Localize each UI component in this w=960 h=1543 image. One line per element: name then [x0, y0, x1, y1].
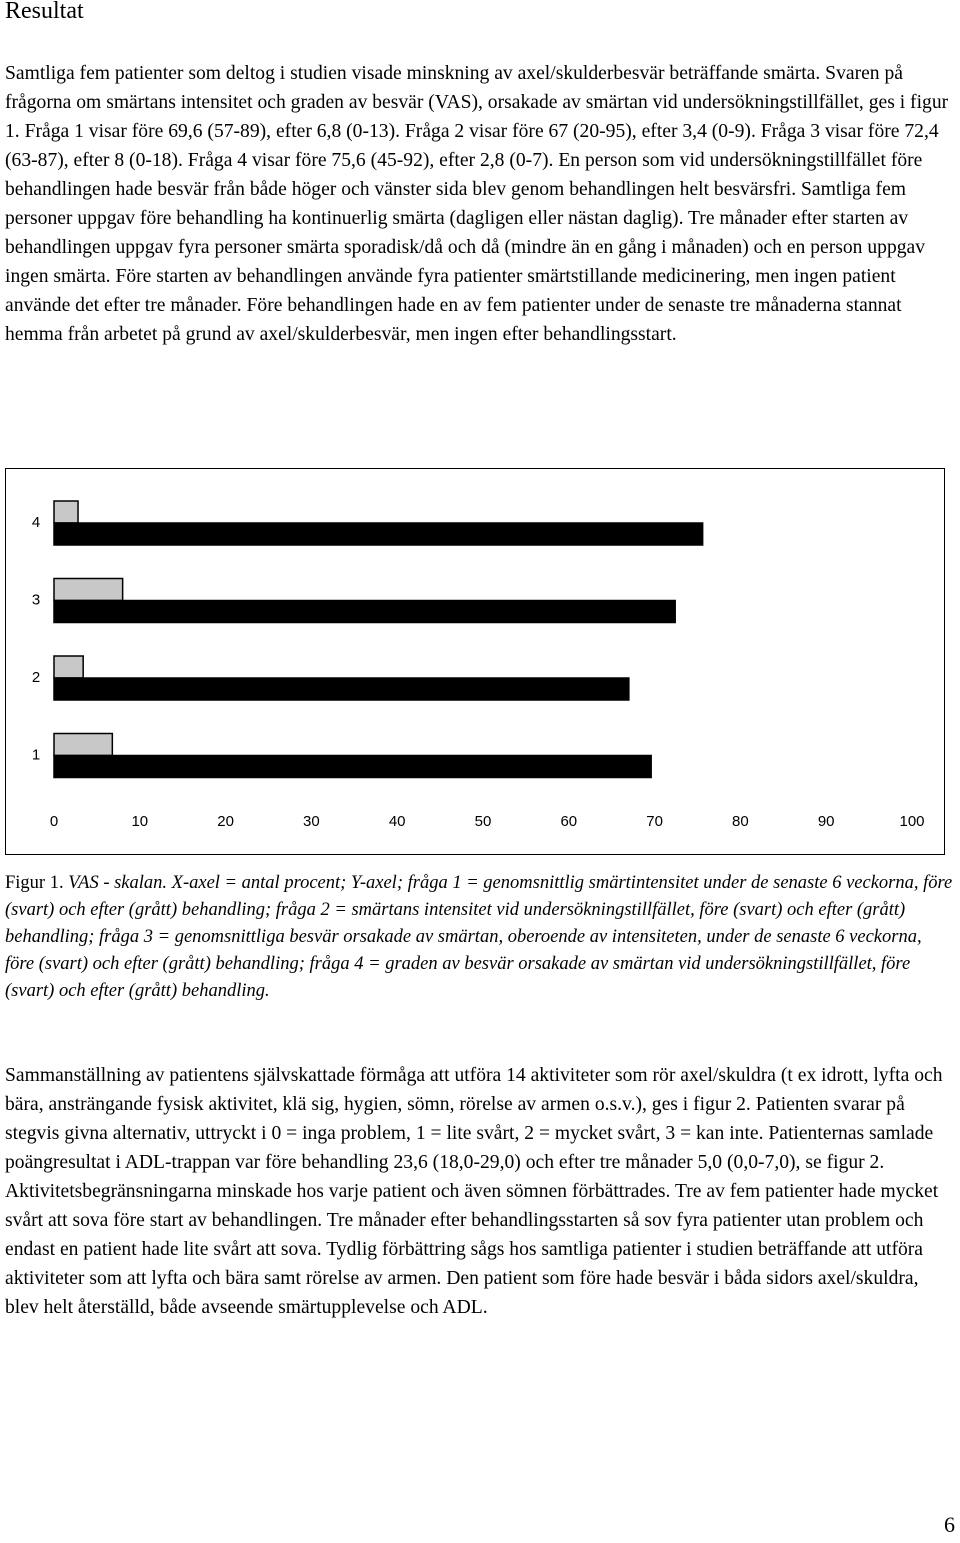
x-tick-label: 60 — [560, 813, 578, 830]
bar-before-q4 — [54, 523, 703, 545]
bar-before-q1 — [54, 756, 651, 778]
section-heading: Resultat — [5, 0, 84, 24]
x-tick-label: 70 — [646, 813, 663, 830]
x-tick-label: 100 — [899, 813, 925, 830]
figure-label: Figur 1. — [5, 873, 69, 893]
y-tick-label: 3 — [31, 591, 41, 609]
x-tick-label: 90 — [817, 813, 835, 830]
x-tick-label: 30 — [303, 813, 320, 830]
bar-after-q2 — [54, 656, 83, 678]
x-tick-label: 20 — [217, 813, 234, 830]
x-tick-label: 80 — [732, 813, 749, 830]
figure-caption — [5, 870, 955, 1005]
vas-bar-chart — [6, 469, 946, 856]
bar-after-q3 — [54, 579, 123, 601]
y-tick-label: 1 — [31, 746, 41, 764]
bar-after-q4 — [54, 501, 78, 523]
results-paragraph: Samtliga fem patienter som deltog i studien visade minskning av axel/skulderbesvär beträffande smärta. Svaren på frågorna om smärtans intensitet och graden av besvär (VAS), orsakade av smärtan vid undersökningstillfället, ges i figur 1. Fråga 1 visar före 69,6 (57-89), efter 6,8 (0-13). Fråga 2 visar före 67 (20-95), efter 3,4 (0-9). Fråga 3 visar före 72,4 (63-87), efter 8 (0-18). Fråga 4 visar före 75,6 (45-92), efter 2,8 (0-7). En person som vid undersökningstillfället före behandlingen hade besvär från både höger och vänster sida blev genom behandlingen helt besvärsfri. Samtliga fem personer uppgav före behandling ha kontinuerlig smärta (dagligen eller nästan daglig). Tre månader efter starten av behandlingen uppgav fyra personer smärta sporadisk/då och då (mindre än en gång i månaden) och en person uppgav ingen smärta. Före starten av behandlingen använde fyra patienter smärtstillande medicinering, men ingen patient använde det efter tre månader. Före behandlingen hade en av fem patienter under de senaste tre månaderna stannat hemma från arbetet på grund av axel/skulderbesvär, men ingen efter behandlingsstart. — [5, 63, 949, 345]
y-tick-label: 2 — [31, 669, 41, 686]
x-tick-label: 50 — [474, 813, 492, 830]
vas-chart-frame — [5, 468, 945, 855]
bar-before-q2 — [54, 678, 629, 700]
bar-after-q1 — [54, 734, 112, 756]
x-tick-label: 0 — [49, 813, 59, 830]
page-number: 6 — [944, 1512, 955, 1537]
adl-paragraph: Sammanställning av patientens självskattade förmåga att utföra 14 aktiviteter som rör axel/skuldra (t ex idrott, lyfta och bära, ansträngande fysisk aktivitet, klä sig, hygien, sömn, rörelse av armen o.s.v.), ges i figur 2. Patienten svarar på stegvis givna alternativ, uttryckt i 0 = inga problem, 1 = lite svårt, 2 = mycket svårt, 3 = kan inte. Patienternas samlade poängresultat i ADL-trappan var före behandling 23,6 (18,0-29,0) och efter tre månader 5,0 (0,0-7,0), se figur 2. Aktivitetsbegränsningarna minskade hos varje patient och även sömnen förbättrades. Tre av fem patienter hade mycket svårt att sova före start av behandlingen. Tre månader efter behandlingsstarten så sov fyra patienter utan problem och endast en patient hade lite svårt att sova. Tydlig förbättring sågs hos samtliga patienter i studien beträffande att utföra aktiviteter som att lyfta och bära samt rörelse av armen. Den patient som före hade besvär i båda sidors axel/skuldra, blev helt återställd, både avseende smärtupplevelse och ADL. — [5, 1065, 943, 1318]
figure-caption-text: VAS - skalan. X-axel = antal procent; Y-axel; fråga 1 = genomsnittlig smärtintensitet under de senaste 6 veckorna, före (svart) och efter (grått) behandling; fråga 2 = smärtans intensitet vid undersökningstillfället, före (svart) och efter (grått) behandling; fråga 3 = genomsnittliga besvär orsakade av smärtan, oberoende av intensiteten, under de senaste 6 veckorna, före (svart) och efter (grått) behandling; fråga 4 = graden av besvär orsakade av smärtan vid undersökningstillfället, före (svart) och efter (grått) behandling. — [5, 873, 953, 1001]
x-tick-label: 10 — [131, 813, 149, 830]
x-tick-label: 40 — [388, 813, 406, 830]
y-tick-label: 4 — [31, 514, 41, 531]
bar-before-q3 — [54, 601, 675, 623]
